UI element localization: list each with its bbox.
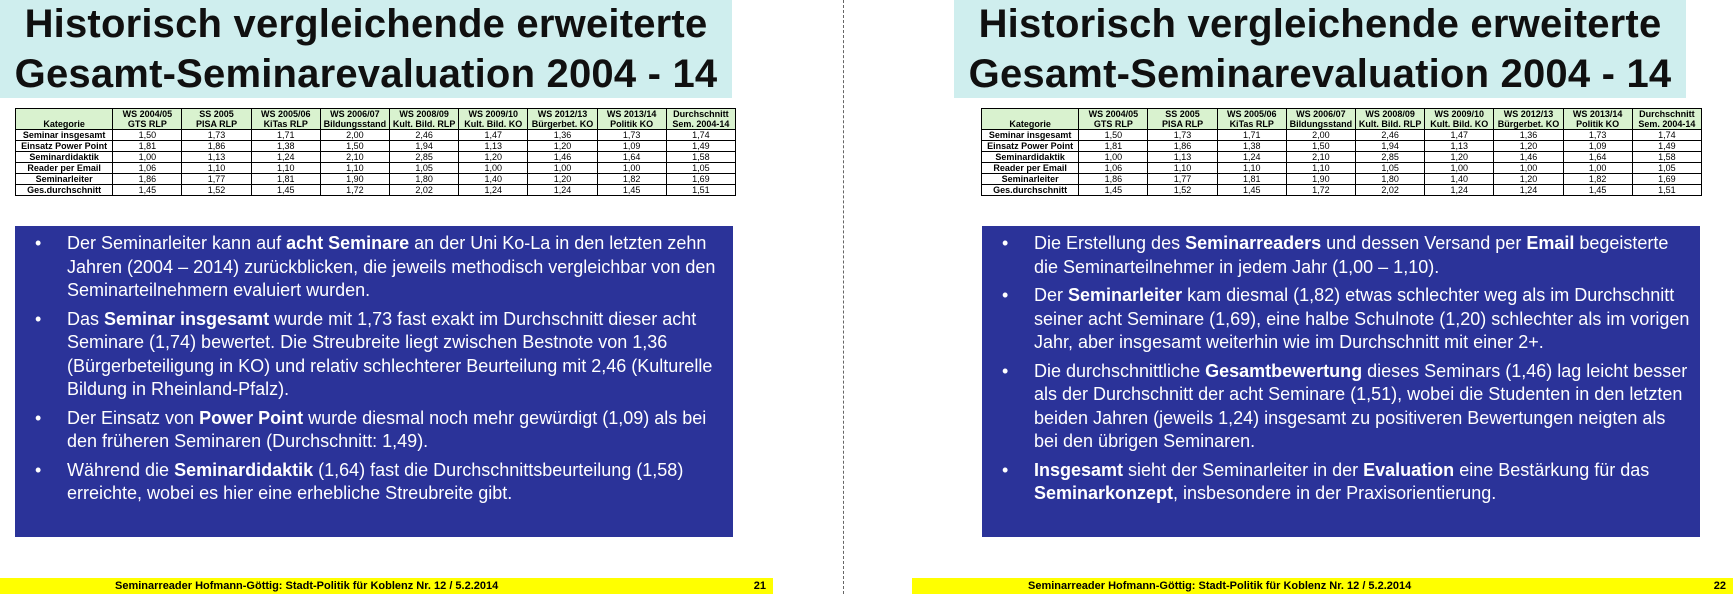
table-cell: 1,09 (597, 141, 666, 152)
table-cell: 1,81 (113, 141, 182, 152)
table-cell: 1,90 (1286, 174, 1355, 185)
table-row (16, 174, 736, 185)
page-number: 21 (753, 580, 766, 592)
table-cell: 1,80 (1356, 174, 1425, 185)
table-cell: 1,24 (1217, 152, 1286, 163)
table-cell: 1,00 (459, 163, 528, 174)
bullet-text: , insbesondere in der Praxisorientierung. (1173, 483, 1497, 503)
column-header-line2: KiTas RLP (263, 119, 308, 129)
table-cell: 1,52 (1148, 185, 1217, 196)
table-cell: 1,58 (666, 152, 735, 163)
table-cell: 1,05 (1356, 163, 1425, 174)
table-cell: 1,13 (1148, 152, 1217, 163)
table-cell: 1,00 (597, 163, 666, 174)
footer-text: Seminarreader Hofmann-Göttig: Stadt-Politik für Koblenz Nr. 12 / 5.2.2014 (115, 580, 499, 592)
column-header-line1: Durchschnitt (1639, 109, 1695, 119)
bullet-text-bold: acht Seminare (286, 233, 410, 253)
column-header-line2: Bildungsstand (323, 119, 387, 129)
table-cell: 1,20 (459, 152, 528, 163)
row-label: Einsatz Power Point (16, 141, 113, 152)
bullet-text: wurde diesmal noch mehr gewürdigt (1,09) als bei den früheren Seminaren (Durchschnitt: 1,49). (67, 407, 707, 451)
table-cell: 1,24 (459, 185, 528, 196)
table-cell: 1,20 (528, 174, 597, 185)
bullet-box (15, 226, 733, 537)
table-cell: 1,86 (1079, 174, 1148, 185)
column-header-line2: Politik KO (610, 119, 654, 129)
column-header-line1: WS 2009/10 (1434, 109, 1485, 119)
table-row (982, 185, 1702, 196)
table-cell: 1,73 (597, 130, 666, 141)
footer-bar (0, 578, 773, 594)
row-label: Seminar insgesamt (16, 130, 113, 141)
bullet-icon: • (1002, 285, 1009, 305)
column-header-line1: WS 2012/13 (537, 109, 588, 119)
bullet-text-bold: Evaluation (1363, 459, 1455, 480)
bullet-icon: • (1002, 360, 1009, 381)
page-title (954, 0, 1686, 98)
column-header-line1: Durchschnitt (673, 109, 729, 119)
table-row (16, 163, 736, 174)
column-header-line2: GTS RLP (1093, 119, 1133, 129)
bullet-text: wurde mit 1,73 fast exakt im Durchschnitt dieser acht Seminare (1,74) bewertet. Die Streubreite liegt zwischen Bestnote von 1,36 (Bürgerbeteiligung in KO) und relativ schlechterer Beurteilung mit 2,46 (Kulturelle Bildung in Rheinland-Pfalz). (67, 308, 713, 399)
page-22 (873, 0, 1733, 594)
column-header-line1 (17, 109, 111, 119)
table-cell: 1,46 (1494, 152, 1563, 163)
table-cell: 1,10 (1286, 163, 1355, 174)
bullet-text: begeisterte die Seminarteilnehmer in jedem Jahr (1,00 – 1,10). (1034, 233, 1669, 277)
column-header-line1 (983, 109, 1077, 119)
title-text: Historisch vergleichende erweiterte Gesamt-Seminarevaluation 2004 - 14 (14, 2, 718, 96)
column-header-line1: WS 2012/13 (1503, 109, 1554, 119)
table-cell: 1,64 (597, 152, 666, 163)
column-header-line2: Kult. Bild. KO (464, 119, 523, 129)
table-cell: 1,24 (1494, 185, 1563, 196)
table-cell: 1,81 (1079, 141, 1148, 152)
table-cell: 1,69 (666, 174, 735, 185)
table-cell: 1,06 (1079, 163, 1148, 174)
column-header-line2: Kategorie (1009, 119, 1051, 129)
table-cell: 1,90 (320, 174, 389, 185)
bullet-text-bold: Seminarreaders (1185, 233, 1322, 253)
column-header-line1: WS 2009/10 (468, 109, 519, 119)
bullet-item (996, 232, 1692, 279)
column-header (597, 109, 666, 130)
column-header (1632, 109, 1701, 130)
column-header-line1: WS 2013/14 (606, 109, 657, 119)
bullet-text: (1,64) fast die Durchschnittsbeurteilung (1,58) erreichte, wobei es hier eine erhebliche Streubreite gibt. (67, 459, 684, 503)
table-cell: 1,45 (1563, 185, 1632, 196)
table-row (16, 185, 736, 196)
column-header-line1: WS 2008/09 (399, 109, 449, 119)
table-cell: 1,51 (1632, 185, 1701, 196)
bullet-list (996, 232, 1692, 506)
row-label: Seminardidaktik (982, 152, 1079, 163)
bullet-text-bold: Email (1526, 233, 1575, 253)
table-header-row (16, 109, 736, 130)
page-21 (0, 0, 860, 594)
column-header (1286, 109, 1355, 130)
table-cell: 2,02 (390, 185, 459, 196)
column-header-line2: Kult. Bild. RLP (1358, 119, 1422, 129)
table-cell: 1,52 (182, 185, 251, 196)
bullet-item (996, 360, 1692, 454)
row-label: Seminarleiter (982, 174, 1079, 185)
column-header-line2: Bürgerbet. KO (1497, 119, 1560, 129)
column-header-line2: Bildungsstand (1289, 119, 1353, 129)
column-header-line1: WS 2004/05 (1088, 109, 1139, 119)
column-header (113, 109, 182, 130)
table-cell: 2,10 (1286, 152, 1355, 163)
table-cell: 1,24 (251, 152, 320, 163)
table-cell: 1,94 (1356, 141, 1425, 152)
evaluation-table-container (981, 108, 1702, 196)
table-cell: 1,86 (1148, 141, 1217, 152)
table-row (982, 174, 1702, 185)
bullet-text: Die Erstellung des (1034, 233, 1186, 253)
table-cell: 1,45 (597, 185, 666, 196)
table-cell: 1,47 (1425, 130, 1494, 141)
row-label: Einsatz Power Point (982, 141, 1079, 152)
column-header (16, 109, 113, 130)
footer-bar (912, 578, 1733, 594)
column-header (459, 109, 528, 130)
table-cell: 1,38 (1217, 141, 1286, 152)
table-cell: 2,00 (1286, 130, 1355, 141)
bullet-icon: • (1002, 459, 1009, 480)
column-header (982, 109, 1079, 130)
table-cell: 1,00 (1079, 152, 1148, 163)
bullet-text: und dessen Versand per (1321, 233, 1527, 253)
column-header (1148, 109, 1217, 130)
bullet-icon: • (35, 233, 42, 253)
evaluation-table-container (15, 108, 736, 196)
table-cell: 1,50 (113, 130, 182, 141)
table-cell: 2,02 (1356, 185, 1425, 196)
column-header (528, 109, 597, 130)
page-divider (843, 0, 844, 594)
row-label: Reader per Email (982, 163, 1079, 174)
row-label: Ges.durchschnitt (16, 185, 113, 196)
table-cell: 1,13 (1425, 141, 1494, 152)
bullet-box (982, 226, 1700, 537)
table-row (16, 130, 736, 141)
bullet-text-bold: Gesamtbewertung (1205, 360, 1363, 381)
table-row (982, 152, 1702, 163)
table-cell: 1,50 (320, 141, 389, 152)
table-cell: 1,49 (666, 141, 735, 152)
table-cell: 1,73 (182, 130, 251, 141)
table-cell: 1,00 (1425, 163, 1494, 174)
table-cell: 1,45 (251, 185, 320, 196)
table-cell: 1,86 (182, 141, 251, 152)
table-cell: 1,06 (113, 163, 182, 174)
column-header-line2: Kult. Bild. RLP (392, 119, 456, 129)
column-header (182, 109, 251, 130)
bullet-text-bold: Seminarkonzept (1034, 483, 1174, 503)
table-cell: 1,10 (320, 163, 389, 174)
footer-text: Seminarreader Hofmann-Göttig: Stadt-Politik für Koblenz Nr. 12 / 5.2.2014 (1028, 580, 1412, 592)
column-header (1425, 109, 1494, 130)
table-cell: 1,00 (1494, 163, 1563, 174)
column-header (251, 109, 320, 130)
table-cell: 1,09 (1563, 141, 1632, 152)
table-cell: 1,00 (113, 152, 182, 163)
table-cell: 1,80 (390, 174, 459, 185)
table-cell: 1,81 (1217, 174, 1286, 185)
table-cell: 1,82 (1563, 174, 1632, 185)
table-cell: 1,71 (1217, 130, 1286, 141)
table-cell: 1,45 (1217, 185, 1286, 196)
bullet-item (29, 459, 725, 506)
table-cell: 1,74 (1632, 130, 1701, 141)
table-cell: 1,47 (459, 130, 528, 141)
table-row (982, 130, 1702, 141)
column-header-line1: WS 2004/05 (122, 109, 173, 119)
table-cell: 1,72 (1286, 185, 1355, 196)
bullet-item (29, 232, 725, 303)
row-label: Reader per Email (16, 163, 113, 174)
table-cell: 1,94 (390, 141, 459, 152)
table-row (16, 152, 736, 163)
table-cell: 1,40 (459, 174, 528, 185)
table-cell: 1,40 (1425, 174, 1494, 185)
table-cell: 1,45 (113, 185, 182, 196)
column-header (1217, 109, 1286, 130)
title-text: Historisch vergleichende erweiterte Gesamt-Seminarevaluation 2004 - 14 (968, 2, 1672, 96)
bullet-text: sieht der Seminarleiter in der (1123, 459, 1364, 480)
bullet-icon: • (35, 459, 42, 480)
bullet-text-bold: Power Point (199, 407, 304, 428)
column-header-line2: GTS RLP (127, 119, 167, 129)
bullet-item (996, 459, 1692, 506)
column-header-line1: WS 2006/07 (330, 109, 380, 119)
table-cell: 1,50 (1286, 141, 1355, 152)
column-header-line1: WS 2013/14 (1572, 109, 1623, 119)
bullet-text: Der Einsatz von (67, 407, 200, 428)
column-header-line1: SS 2005 (199, 109, 234, 119)
table-cell: 2,10 (320, 152, 389, 163)
table-cell: 1,00 (528, 163, 597, 174)
row-label: Seminarleiter (16, 174, 113, 185)
bullet-item (29, 407, 725, 454)
table-row (982, 163, 1702, 174)
table-cell: 2,85 (390, 152, 459, 163)
table-cell: 1,20 (1494, 174, 1563, 185)
column-header-line1: WS 2005/06 (1226, 109, 1277, 119)
table-cell: 1,72 (320, 185, 389, 196)
bullet-text-bold: Seminar insgesamt (104, 308, 270, 329)
table-cell: 1,13 (459, 141, 528, 152)
page-number: 22 (1713, 580, 1726, 592)
column-header (1494, 109, 1563, 130)
bullet-text-bold: Insgesamt (1034, 459, 1124, 480)
table-cell: 1,05 (666, 163, 735, 174)
evaluation-table (981, 108, 1702, 196)
table-row (16, 141, 736, 152)
bullet-text-bold: Seminarleiter (1068, 285, 1183, 305)
table-cell: 1,00 (1563, 163, 1632, 174)
table-cell: 1,49 (1632, 141, 1701, 152)
table-cell: 1,45 (1079, 185, 1148, 196)
bullet-text: Das (67, 308, 105, 329)
table-cell: 1,05 (1632, 163, 1701, 174)
column-header-line2: Sem. 2004-14 (672, 119, 730, 129)
column-header-line2: Politik KO (1576, 119, 1620, 129)
row-label: Seminar insgesamt (982, 130, 1079, 141)
page-title (0, 0, 732, 98)
table-cell: 2,85 (1356, 152, 1425, 163)
table-cell: 1,50 (1079, 130, 1148, 141)
table-cell: 1,74 (666, 130, 735, 141)
table-cell: 1,82 (597, 174, 666, 185)
table-cell: 1,10 (1217, 163, 1286, 174)
bullet-text-bold: Seminardidaktik (174, 459, 314, 480)
table-cell: 1,20 (1425, 152, 1494, 163)
bullet-icon: • (35, 308, 42, 329)
column-header-line1: WS 2008/09 (1365, 109, 1415, 119)
table-cell: 1,73 (1563, 130, 1632, 141)
column-header-line1: WS 2005/06 (260, 109, 311, 119)
table-cell: 2,46 (390, 130, 459, 141)
bullet-text: Der Seminarleiter kann auf (67, 233, 287, 253)
bullet-item (996, 284, 1692, 355)
column-header (1356, 109, 1425, 130)
table-cell: 1,10 (182, 163, 251, 174)
bullet-text: Während die (67, 459, 175, 480)
column-header-line2: Bürgerbet. KO (531, 119, 594, 129)
column-header-line2: PISA RLP (1161, 119, 1204, 129)
table-cell: 2,00 (320, 130, 389, 141)
evaluation-table (15, 108, 736, 196)
table-cell: 1,71 (251, 130, 320, 141)
table-header-row (982, 109, 1702, 130)
column-header-line2: Sem. 2004-14 (1638, 119, 1696, 129)
table-cell: 1,36 (1494, 130, 1563, 141)
table-row (982, 141, 1702, 152)
table-cell: 1,13 (182, 152, 251, 163)
table-cell: 1,73 (1148, 130, 1217, 141)
column-header (1563, 109, 1632, 130)
column-header (666, 109, 735, 130)
table-cell: 1,24 (528, 185, 597, 196)
column-header-line2: Kategorie (43, 119, 85, 129)
column-header-line2: Kult. Bild. KO (1430, 119, 1489, 129)
table-cell: 2,46 (1356, 130, 1425, 141)
bullet-text: kam diesmal (1,82) etwas schlechter weg als im Durchschnitt seiner acht Seminare (1,69), eine halbe Schulnote (1,20) schlechter als im vorigen Jahr, aber insgesamt weiterhin wie im Durchschnitt mit einer 2+. (1034, 285, 1690, 352)
table-cell: 1,58 (1632, 152, 1701, 163)
bullet-text: eine Bestärkung für das (1454, 459, 1650, 480)
table-cell: 1,38 (251, 141, 320, 152)
row-label: Ges.durchschnitt (982, 185, 1079, 196)
bullet-list (29, 232, 725, 506)
table-cell: 1,86 (113, 174, 182, 185)
table-cell: 1,24 (1425, 185, 1494, 196)
table-cell: 1,69 (1632, 174, 1701, 185)
table-cell: 1,77 (1148, 174, 1217, 185)
table-cell: 1,10 (251, 163, 320, 174)
table-cell: 1,20 (528, 141, 597, 152)
table-cell: 1,81 (251, 174, 320, 185)
bullet-icon: • (1002, 233, 1009, 253)
table-cell: 1,36 (528, 130, 597, 141)
column-header (320, 109, 389, 130)
row-label: Seminardidaktik (16, 152, 113, 163)
column-header (1079, 109, 1148, 130)
column-header (390, 109, 459, 130)
table-cell: 1,46 (528, 152, 597, 163)
bullet-text: an der Uni Ko-La in den letzten zehn Jahren (2004 – 2014) zurückblicken, die jeweils methodisch vergleichbar von den Seminarteilnehmern evaluiert wurden. (67, 233, 716, 300)
column-header-line1: WS 2006/07 (1296, 109, 1346, 119)
table-cell: 1,77 (182, 174, 251, 185)
table-cell: 1,64 (1563, 152, 1632, 163)
bullet-item (29, 308, 725, 402)
bullet-text: dieses Seminars (1,46) lag leicht besser als der Durchschnitt der acht Seminare (1,51), wobei die Studenten in den letzten beiden Jahren (jeweils 1,24) insgesamt zu positiveren Bewertungen neigten als bei den übrigen Seminaren. (1034, 360, 1688, 451)
table-cell: 1,51 (666, 185, 735, 196)
table-cell: 1,20 (1494, 141, 1563, 152)
bullet-icon: • (35, 407, 42, 428)
column-header-line2: PISA RLP (195, 119, 238, 129)
bullet-text: Die durchschnittliche (1034, 360, 1206, 381)
table-cell: 1,05 (390, 163, 459, 174)
column-header-line2: KiTas RLP (1229, 119, 1274, 129)
table-cell: 1,10 (1148, 163, 1217, 174)
bullet-text: Der (1034, 285, 1069, 305)
column-header-line1: SS 2005 (1165, 109, 1200, 119)
